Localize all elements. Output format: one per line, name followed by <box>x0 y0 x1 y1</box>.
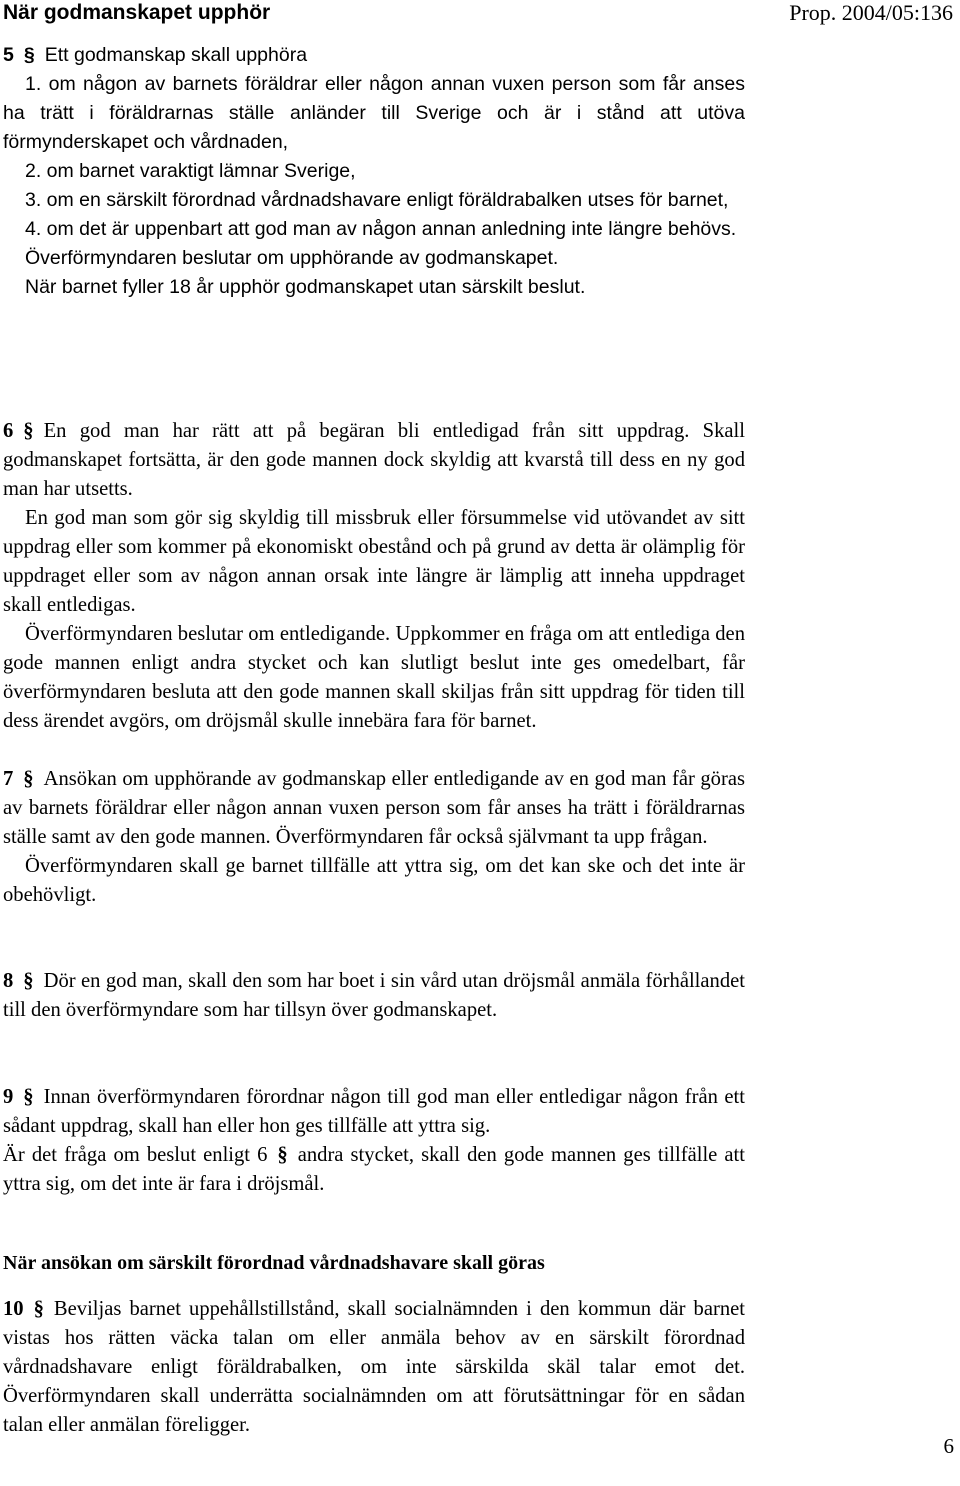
section-9-p2 <box>3 1141 745 1199</box>
list-item: 4. om det är uppenbart att god man av någon annan anledning inte längre behövs. <box>25 218 737 240</box>
body-paragraph: En god man som gör sig skyldig till missbruk eller försummelse vid utövandet av sitt uppdrag eller som kommer på ekonomiskt obestånd och på grund av detta är olämplig för uppdraget eller som av någon annan orsak inte längre är lämplig att inneha uppdraget skall entledigas. <box>3 507 745 616</box>
section-6-p1 <box>3 417 745 504</box>
section-5 <box>3 41 745 302</box>
body-paragraph: Överförmyndaren beslutar om entledigande. Uppkommer en fråga om att entlediga den gode mannen enligt andra stycket och kan slutligt beslut inte ges omedelbart, får överförmyndaren besluta att den gode mannen skall skiljas från sitt uppdrag för tiden till dess ärendet avgörs, om dröjsmål skulle innebära fara för barnet. <box>3 623 745 732</box>
section-number: 7 <box>3 768 14 790</box>
paragraph-symbol: § <box>23 420 34 442</box>
section-6-p1-text: En god man har rätt att på begäran bli entledigad från sitt uppdrag. Skall godmanskapet fortsätta, är den gode mannen dock skyldig att kvarstå till dess en ny god man har utsetts. <box>3 420 745 500</box>
paragraph-symbol: § <box>33 1298 44 1320</box>
section-9-p2-pre: Är det fråga om beslut enligt 6 <box>3 1144 268 1166</box>
list-item: 1. om någon av barnets föräldrar eller någon annan vuxen person som får anses ha trätt i föräldrarnas ställe anländer till Sverige och är i stånd att utöva förmynderskapet och vårdnaden, <box>3 73 745 153</box>
section-9-p1 <box>3 1083 745 1141</box>
section-8 <box>3 967 745 1025</box>
section-7-p1-text: Ansökan om upphörande av godmanskap eller entledigande av en god man får göras av barnets föräldrar eller någon annan vuxen person som får anses ha trätt i föräldrarnas ställe samt av den gode mannen. Överförmyndaren får också självmant ta upp frågan. <box>3 768 745 848</box>
chapter-title: När godmanskapet upphör <box>3 1 271 24</box>
section-8-p1-text: Dör en god man, skall den som har boet i sin vård utan dröjsmål anmäla förhållandet till den överförmyndare som har tillsyn över godmanskapet. <box>3 970 745 1021</box>
subheading: När ansökan om särskilt förordnad vårdnadshavare skall göras <box>3 1252 545 1274</box>
page-number: 6 <box>943 1434 954 1458</box>
section-9-p1-text: Innan överförmyndaren förordnar någon till god man eller entledigar någon från ett sådant uppdrag, skall han eller hon ges tillfälle att yttra sig. <box>3 1086 745 1137</box>
prop-number: Prop. 2004/05:136 <box>789 0 953 25</box>
section-7 <box>3 765 745 910</box>
section-6 <box>3 417 745 736</box>
list-item: 3. om en särskilt förordnad vårdnadshavare enligt föräldrabalken utses för barnet, <box>25 189 729 211</box>
section-number: 9 <box>3 1086 14 1108</box>
body-paragraph: När barnet fyller 18 år upphör godmanskapet utan särskilt beslut. <box>25 276 586 298</box>
paragraph-symbol: § <box>23 970 34 992</box>
paragraph-symbol: § <box>23 44 35 66</box>
body-paragraph: Överförmyndaren skall ge barnet tillfälle att yttra sig, om det kan ske och det inte är obehövligt. <box>3 855 745 906</box>
section-number: 8 <box>3 970 14 992</box>
section-number: 5 <box>3 44 14 66</box>
section-5-lead-text: Ett godmanskap skall upphöra <box>44 44 308 66</box>
paragraph-symbol: § <box>23 768 34 790</box>
list-item: 2. om barnet varaktigt lämnar Sverige, <box>25 160 356 182</box>
section-9-p2-post: andra stycket, skall den gode mannen ges tillfälle att yttra sig, om det inte är fara i dröjsmål. <box>3 1144 745 1195</box>
section-number: 10 <box>3 1298 24 1320</box>
section-number: 6 <box>3 420 14 442</box>
section-10-p1 <box>3 1295 745 1440</box>
section-9 <box>3 1083 745 1199</box>
paragraph-symbol: § <box>277 1144 288 1166</box>
section-10-p1-text: Beviljas barnet uppehållstillstånd, skall socialnämnden i den kommun där barnet vistas hos rätten väcka talan om eller anmäla behov av en särskilt förordnad vårdnadshavare enligt föräldrabalken, om inte särskilda skäl talar emot det. Överförmyndaren skall underrätta socialnämnden om att förutsättningar för en sådan talan eller anmälan föreligger. <box>3 1298 745 1436</box>
section-5-lead <box>3 41 745 70</box>
section-8-p1 <box>3 967 745 1025</box>
body-paragraph: Överförmyndaren beslutar om upphörande av godmanskapet. <box>25 247 559 269</box>
paragraph-symbol: § <box>23 1086 34 1108</box>
section-7-p1 <box>3 765 745 852</box>
section-10 <box>3 1295 745 1440</box>
